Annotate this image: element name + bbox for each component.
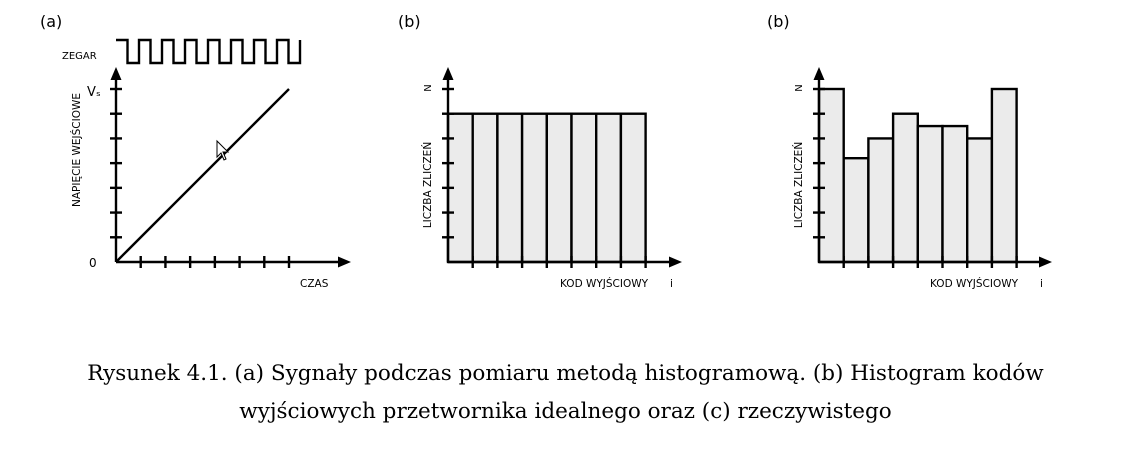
- panel-b-bar: [522, 114, 547, 262]
- panel-b-bar: [572, 114, 597, 262]
- panel-b: [398, 12, 682, 290]
- panel-c: [767, 12, 1052, 290]
- panel-b-bar: [547, 114, 572, 262]
- panel-c-y-arrow: [814, 67, 825, 80]
- panel-a-ylabel: NAPIĘCIE WEJŚCIOWE: [71, 93, 83, 207]
- panel-c-bar: [943, 126, 968, 262]
- panel-c-bar: [868, 138, 893, 262]
- panel-b-xlabel: KOD WYJŚCIOWY: [560, 278, 649, 290]
- mouse-cursor-icon: [217, 141, 228, 160]
- panel-c-bar: [918, 126, 943, 262]
- panel-b-ylabel: LICZBA ZLICZEŃ: [422, 141, 434, 229]
- panel-c-xlabel: KOD WYJŚCIOWY: [930, 278, 1019, 290]
- input-voltage-ramp: [116, 89, 289, 262]
- panel-a: [40, 12, 351, 290]
- panel-a-vs-label: Vₛ: [87, 85, 101, 100]
- panel-b-tag: (b): [398, 12, 421, 31]
- panel-c-tag: (b): [767, 12, 790, 31]
- panel-b-n-symbol: N: [423, 84, 434, 92]
- caption-line-1: Rysunek 4.1. (a) Sygnały podczas pomiaru metodą histogramową. (b) Histogram kodów: [87, 361, 1044, 386]
- clock-label: ZEGAR: [62, 51, 97, 62]
- panel-a-zero-label: 0: [89, 256, 97, 270]
- panel-c-bar: [992, 89, 1017, 262]
- panel-a-y-arrow: [111, 67, 122, 80]
- panel-c-bar: [967, 138, 992, 262]
- figure-caption: [0, 355, 1131, 431]
- clock-waveform: [116, 40, 300, 63]
- panel-c-ylabel: LICZBA ZLICZEŃ: [793, 141, 805, 229]
- panel-b-bar: [497, 114, 522, 262]
- panel-c-n-symbol: N: [794, 84, 805, 92]
- panel-b-bars: [448, 114, 646, 262]
- panel-c-bars: [819, 89, 1017, 262]
- panel-c-bar: [819, 89, 844, 262]
- panel-c-i-symbol: i: [1040, 278, 1043, 290]
- panel-c-bar: [844, 158, 869, 262]
- caption-line-2: wyjściowych przetwornika idealnego oraz (c) rzeczywistego: [239, 399, 892, 424]
- panel-b-y-arrow: [443, 67, 454, 80]
- panel-a-x-arrow: [338, 257, 351, 268]
- panel-a-xlabel: CZAS: [300, 278, 329, 290]
- panel-b-i-symbol: i: [670, 278, 673, 290]
- panel-b-x-arrow: [669, 257, 682, 268]
- panel-b-bar: [596, 114, 621, 262]
- panel-b-bar: [621, 114, 646, 262]
- panel-c-x-arrow: [1039, 257, 1052, 268]
- panel-b-bar: [473, 114, 498, 262]
- panel-a-tag: (a): [40, 12, 63, 31]
- panel-c-bar: [893, 114, 918, 262]
